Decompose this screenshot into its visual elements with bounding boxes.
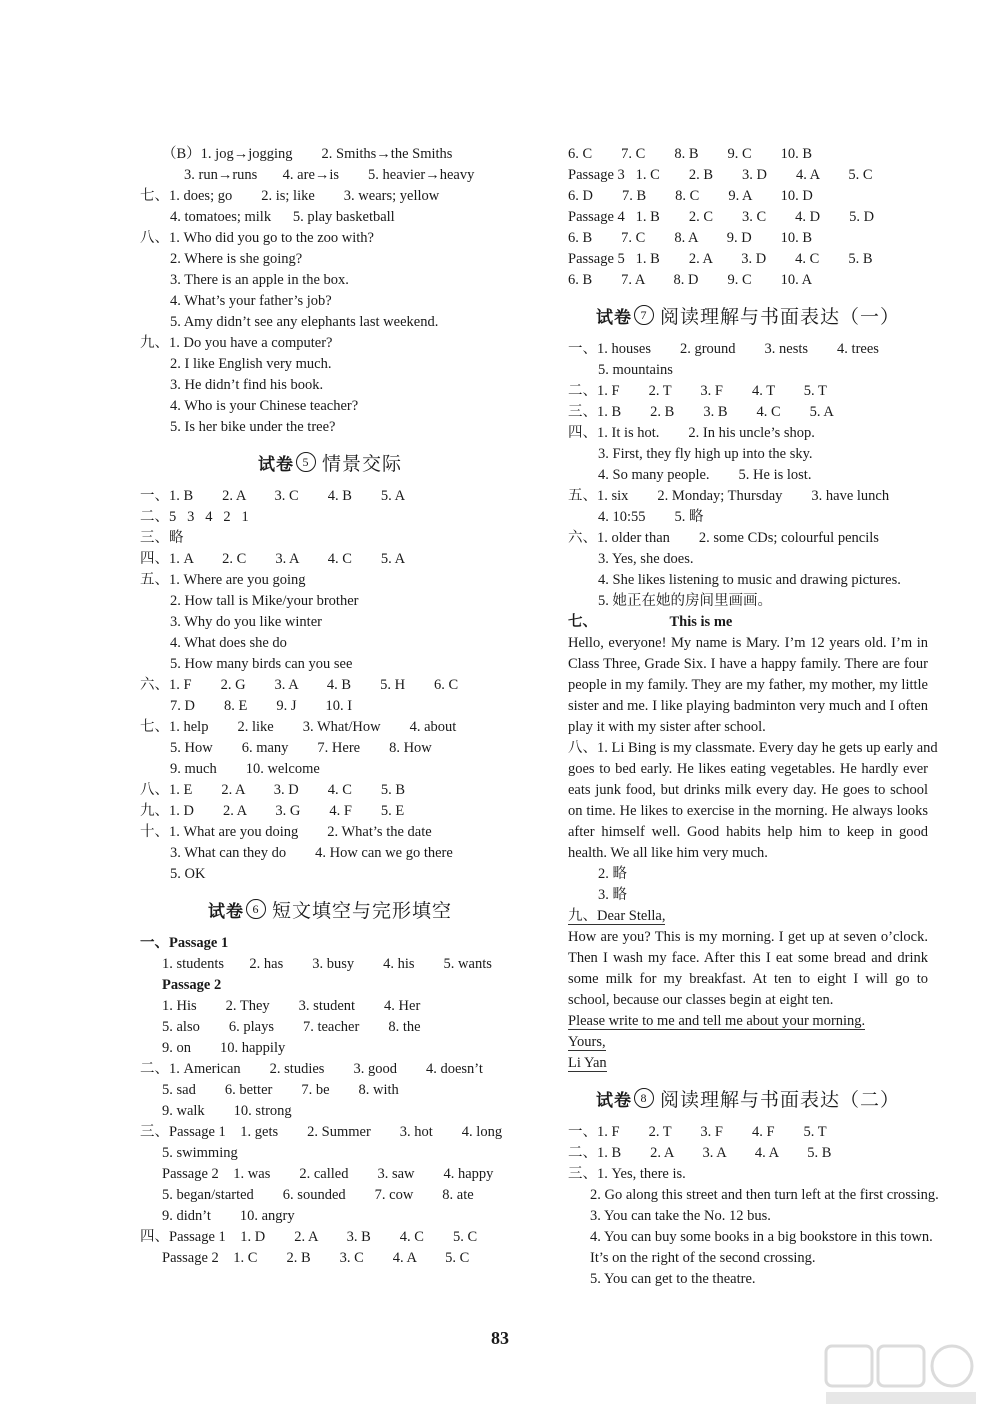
answer-line: 九、1. D 2. A 3. G 4. F 5. E xyxy=(140,803,405,819)
answer-line: 一、1. F 2. T 3. F 4. F 5. T xyxy=(568,1124,827,1140)
answer-line: 3. run→runs 4. are→is 5. heavier→heavy xyxy=(184,167,475,183)
answer-line: 5. How many birds can you see xyxy=(170,656,353,672)
answer-line: 3. 略 xyxy=(598,887,627,903)
answer-line: 一、1. B 2. A 3. C 4. B 5. A xyxy=(140,488,406,504)
answer-paragraph: goes to bed early. He likes eating vegetables. He hardly ever eats junk food, but drinks milk every day. He goes to school on time. He likes to exercise in the morning. He always looks after himself well. Good habits help him to keep in good health. We all like him very much. xyxy=(568,761,928,861)
answer-line: 3. He didn’t find his book. xyxy=(170,377,324,393)
answer-line: 三、1. Yes, there is. xyxy=(568,1166,686,1182)
answer-line: 2. Go along this street and then turn left at the first crossing. xyxy=(590,1187,939,1203)
answer-line: 四、Passage 1 1. D 2. A 3. B 4. C 5. C xyxy=(140,1229,478,1245)
page-number: 83 xyxy=(491,1328,509,1348)
section-number: 7 xyxy=(634,305,654,325)
answer-line: 5. sad 6. better 7. be 8. with xyxy=(162,1082,399,1098)
answer-line: 一、Passage 1 xyxy=(140,935,229,951)
answer-line: Passage 5 1. B 2. A 3. D 4. C 5. B xyxy=(568,251,873,267)
section-title-text: 情景交际 xyxy=(321,453,402,475)
answer-line: 二、5 3 4 2 1 xyxy=(140,509,249,525)
answer-line: 3. Yes, she does. xyxy=(598,551,694,567)
answer-line: 4. 10:55 5. 略 xyxy=(598,509,704,525)
badge-label: 试卷 xyxy=(595,307,632,327)
test-badge-icon xyxy=(258,450,316,475)
answer-line: 5. also 6. plays 7. teacher 8. the xyxy=(162,1019,421,1035)
answer-line: 2. Where is she going? xyxy=(170,251,303,267)
answer-line: 9. didn’t 10. angry xyxy=(162,1208,295,1224)
test-badge-icon xyxy=(596,303,654,328)
answer-line: 3. You can take the No. 12 bus. xyxy=(590,1208,771,1224)
answer-line: 八、1. Who did you go to the zoo with? xyxy=(140,230,374,246)
answer-line: Passage 3 1. C 2. B 3. D 4. A 5. C xyxy=(568,167,873,183)
right-column xyxy=(568,144,939,1290)
badge-label: 试卷 xyxy=(257,454,294,474)
answer-line: 七、1. does; go 2. is; like 3. wears; yellow xyxy=(140,188,440,204)
answer-line: 二、1. B 2. A 3. A 4. A 5. B xyxy=(568,1145,832,1161)
answer-line: （B）1. jog→jogging 2. Smiths→the Smiths xyxy=(162,146,453,162)
section-number: 8 xyxy=(634,1088,654,1108)
answer-line: 六、1. older than 2. some CDs; colourful pencils xyxy=(568,530,879,546)
answer-line: 3. Why do you like winter xyxy=(170,614,322,630)
answer-line: Li Yan xyxy=(568,1055,607,1071)
answer-line: Passage 2 1. C 2. B 3. C 4. A 5. C xyxy=(162,1250,470,1266)
answer-line: 八、1. E 2. A 3. D 4. C 5. B xyxy=(140,782,406,798)
section-number: 6 xyxy=(246,899,266,919)
answer-line: 9. on 10. happily xyxy=(162,1040,286,1056)
answer-line: 9. much 10. welcome xyxy=(170,761,320,777)
answer-paragraph: Hello, everyone! My name is Mary. I’m 12 years old. I’m in Class Three, Grade Six. I have a happy family. There are four people in my family. They are my father, my mother, my little sister and me. I like playing badminton very much and I often play it with my sister after school. xyxy=(568,635,928,735)
answer-line: 6. C 7. C 8. B 9. C 10. B xyxy=(568,146,813,162)
answer-line: 4. What does she do xyxy=(170,635,287,651)
answer-line: 5. Is her bike under the tree? xyxy=(170,419,336,435)
answer-line: 九、1. Do you have a computer? xyxy=(140,335,333,351)
answer-line: 六、1. F 2. G 3. A 4. B 5. H 6. C xyxy=(140,677,459,693)
answer-line: 4. So many people. 5. He is lost. xyxy=(598,467,812,483)
answer-line: 4. She likes listening to music and drawing pictures. xyxy=(598,572,901,588)
left-column xyxy=(140,144,520,1269)
answer-line: 十、1. What are you doing 2. What’s the date xyxy=(140,824,432,840)
answer-line: 1. His 2. They 3. student 4. Her xyxy=(162,998,421,1014)
answer-line: 4. What’s your father’s job? xyxy=(170,293,332,309)
answer-line: Yours, xyxy=(568,1034,606,1050)
answer-line: 九、Dear Stella, xyxy=(568,908,666,924)
answer-line: 6. B 7. C 8. A 9. D 10. B xyxy=(568,230,813,246)
answer-line: Please write to me and tell me about your morning. xyxy=(568,1013,866,1029)
section-number: 5 xyxy=(296,452,316,472)
answer-line: 3. What can they do 4. How can we go there xyxy=(170,845,453,861)
answer-line: 5. OK xyxy=(170,866,206,882)
answer-line: 四、1. A 2. C 3. A 4. C 5. A xyxy=(140,551,406,567)
answer-line: 9. walk 10. strong xyxy=(162,1103,292,1119)
answer-line: 5. began/started 6. sounded 7. cow 8. ate xyxy=(162,1187,474,1203)
answer-line: 2. How tall is Mike/your brother xyxy=(170,593,359,609)
answer-line: 三、Passage 1 1. gets 2. Summer 3. hot 4. long xyxy=(140,1124,503,1140)
answer-line: 4. tomatoes; milk 5. play basketball xyxy=(170,209,395,225)
answer-line: 一、1. houses 2. ground 3. nests 4. trees xyxy=(568,341,879,357)
answer-line: 2. I like English very much. xyxy=(170,356,332,372)
answer-line: 5. You can get to the theatre. xyxy=(590,1271,756,1287)
test-badge-icon xyxy=(596,1086,654,1111)
answer-line: 6. B 7. A 8. D 9. C 10. A xyxy=(568,272,813,288)
answer-line: 三、略 xyxy=(140,530,184,546)
answer-line: 2. 略 xyxy=(598,866,627,882)
answer-line: 二、1. F 2. T 3. F 4. T 5. T xyxy=(568,383,827,399)
answer-line: 八、1. Li Bing is my classmate. Every day he gets up early and xyxy=(568,740,938,756)
answer-line: Passage 2 1. was 2. called 3. saw 4. happy xyxy=(162,1166,494,1182)
answer-line: 5. Amy didn’t see any elephants last weekend. xyxy=(170,314,439,330)
answer-line: 七、1. help 2. like 3. What/How 4. about xyxy=(140,719,457,735)
answer-line: 6. D 7. B 8. C 9. A 10. D xyxy=(568,188,813,204)
watermark-logo xyxy=(822,1340,982,1410)
answer-line: 5. swimming xyxy=(162,1145,238,1161)
section-title xyxy=(140,885,520,933)
answer-line: 五、1. six 2. Monday; Thursday 3. have lunch xyxy=(568,488,890,504)
section-title xyxy=(568,1074,928,1122)
answer-line: 三、1. B 2. B 3. B 4. C 5. A xyxy=(568,404,834,420)
answer-paragraph: How are you? This is my morning. I get up at seven o’clock. Then I wash my face. After this I eat some bread and drink some milk for my breakfast. At ten to eight I will go to school, because our classes begin at eight ten. xyxy=(568,929,928,1008)
answer-line: 7. D 8. E 9. J 10. I xyxy=(170,698,353,714)
answer-line: 5. mountains xyxy=(598,362,673,378)
test-badge-icon xyxy=(208,897,266,922)
answer-line: 七、 This is me xyxy=(568,614,733,630)
answer-line: Passage 4 1. B 2. C 3. C 4. D 5. D xyxy=(568,209,875,225)
badge-label: 试卷 xyxy=(207,901,244,921)
section-title xyxy=(568,291,928,339)
answer-line: 3. First, they fly high up into the sky. xyxy=(598,446,813,462)
section-title xyxy=(140,438,520,486)
section-title-text: 阅读理解与书面表达（一） xyxy=(659,306,900,328)
answer-line: 5. How 6. many 7. Here 8. How xyxy=(170,740,432,756)
answer-line: 4. You can buy some books in a big bookstore in this town. xyxy=(590,1229,933,1245)
answer-line: 二、1. American 2. studies 3. good 4. doesn’t xyxy=(140,1061,483,1077)
answer-line: 四、1. It is hot. 2. In his uncle’s shop. xyxy=(568,425,815,441)
answer-line: It’s on the right of the second crossing. xyxy=(590,1250,816,1266)
answer-line: 1. students 2. has 3. busy 4. his 5. wants xyxy=(162,956,492,972)
answer-line: 3. There is an apple in the box. xyxy=(170,272,349,288)
badge-label: 试卷 xyxy=(595,1090,632,1110)
answer-line: 5. 她正在她的房间里画画。 xyxy=(598,593,772,609)
answer-line: 五、1. Where are you going xyxy=(140,572,306,588)
section-title-text: 阅读理解与书面表达（二） xyxy=(659,1089,900,1111)
answer-line: Passage 2 xyxy=(162,977,222,993)
section-title-text: 短文填空与完形填空 xyxy=(271,900,452,922)
answer-line: 4. Who is your Chinese teacher? xyxy=(170,398,359,414)
